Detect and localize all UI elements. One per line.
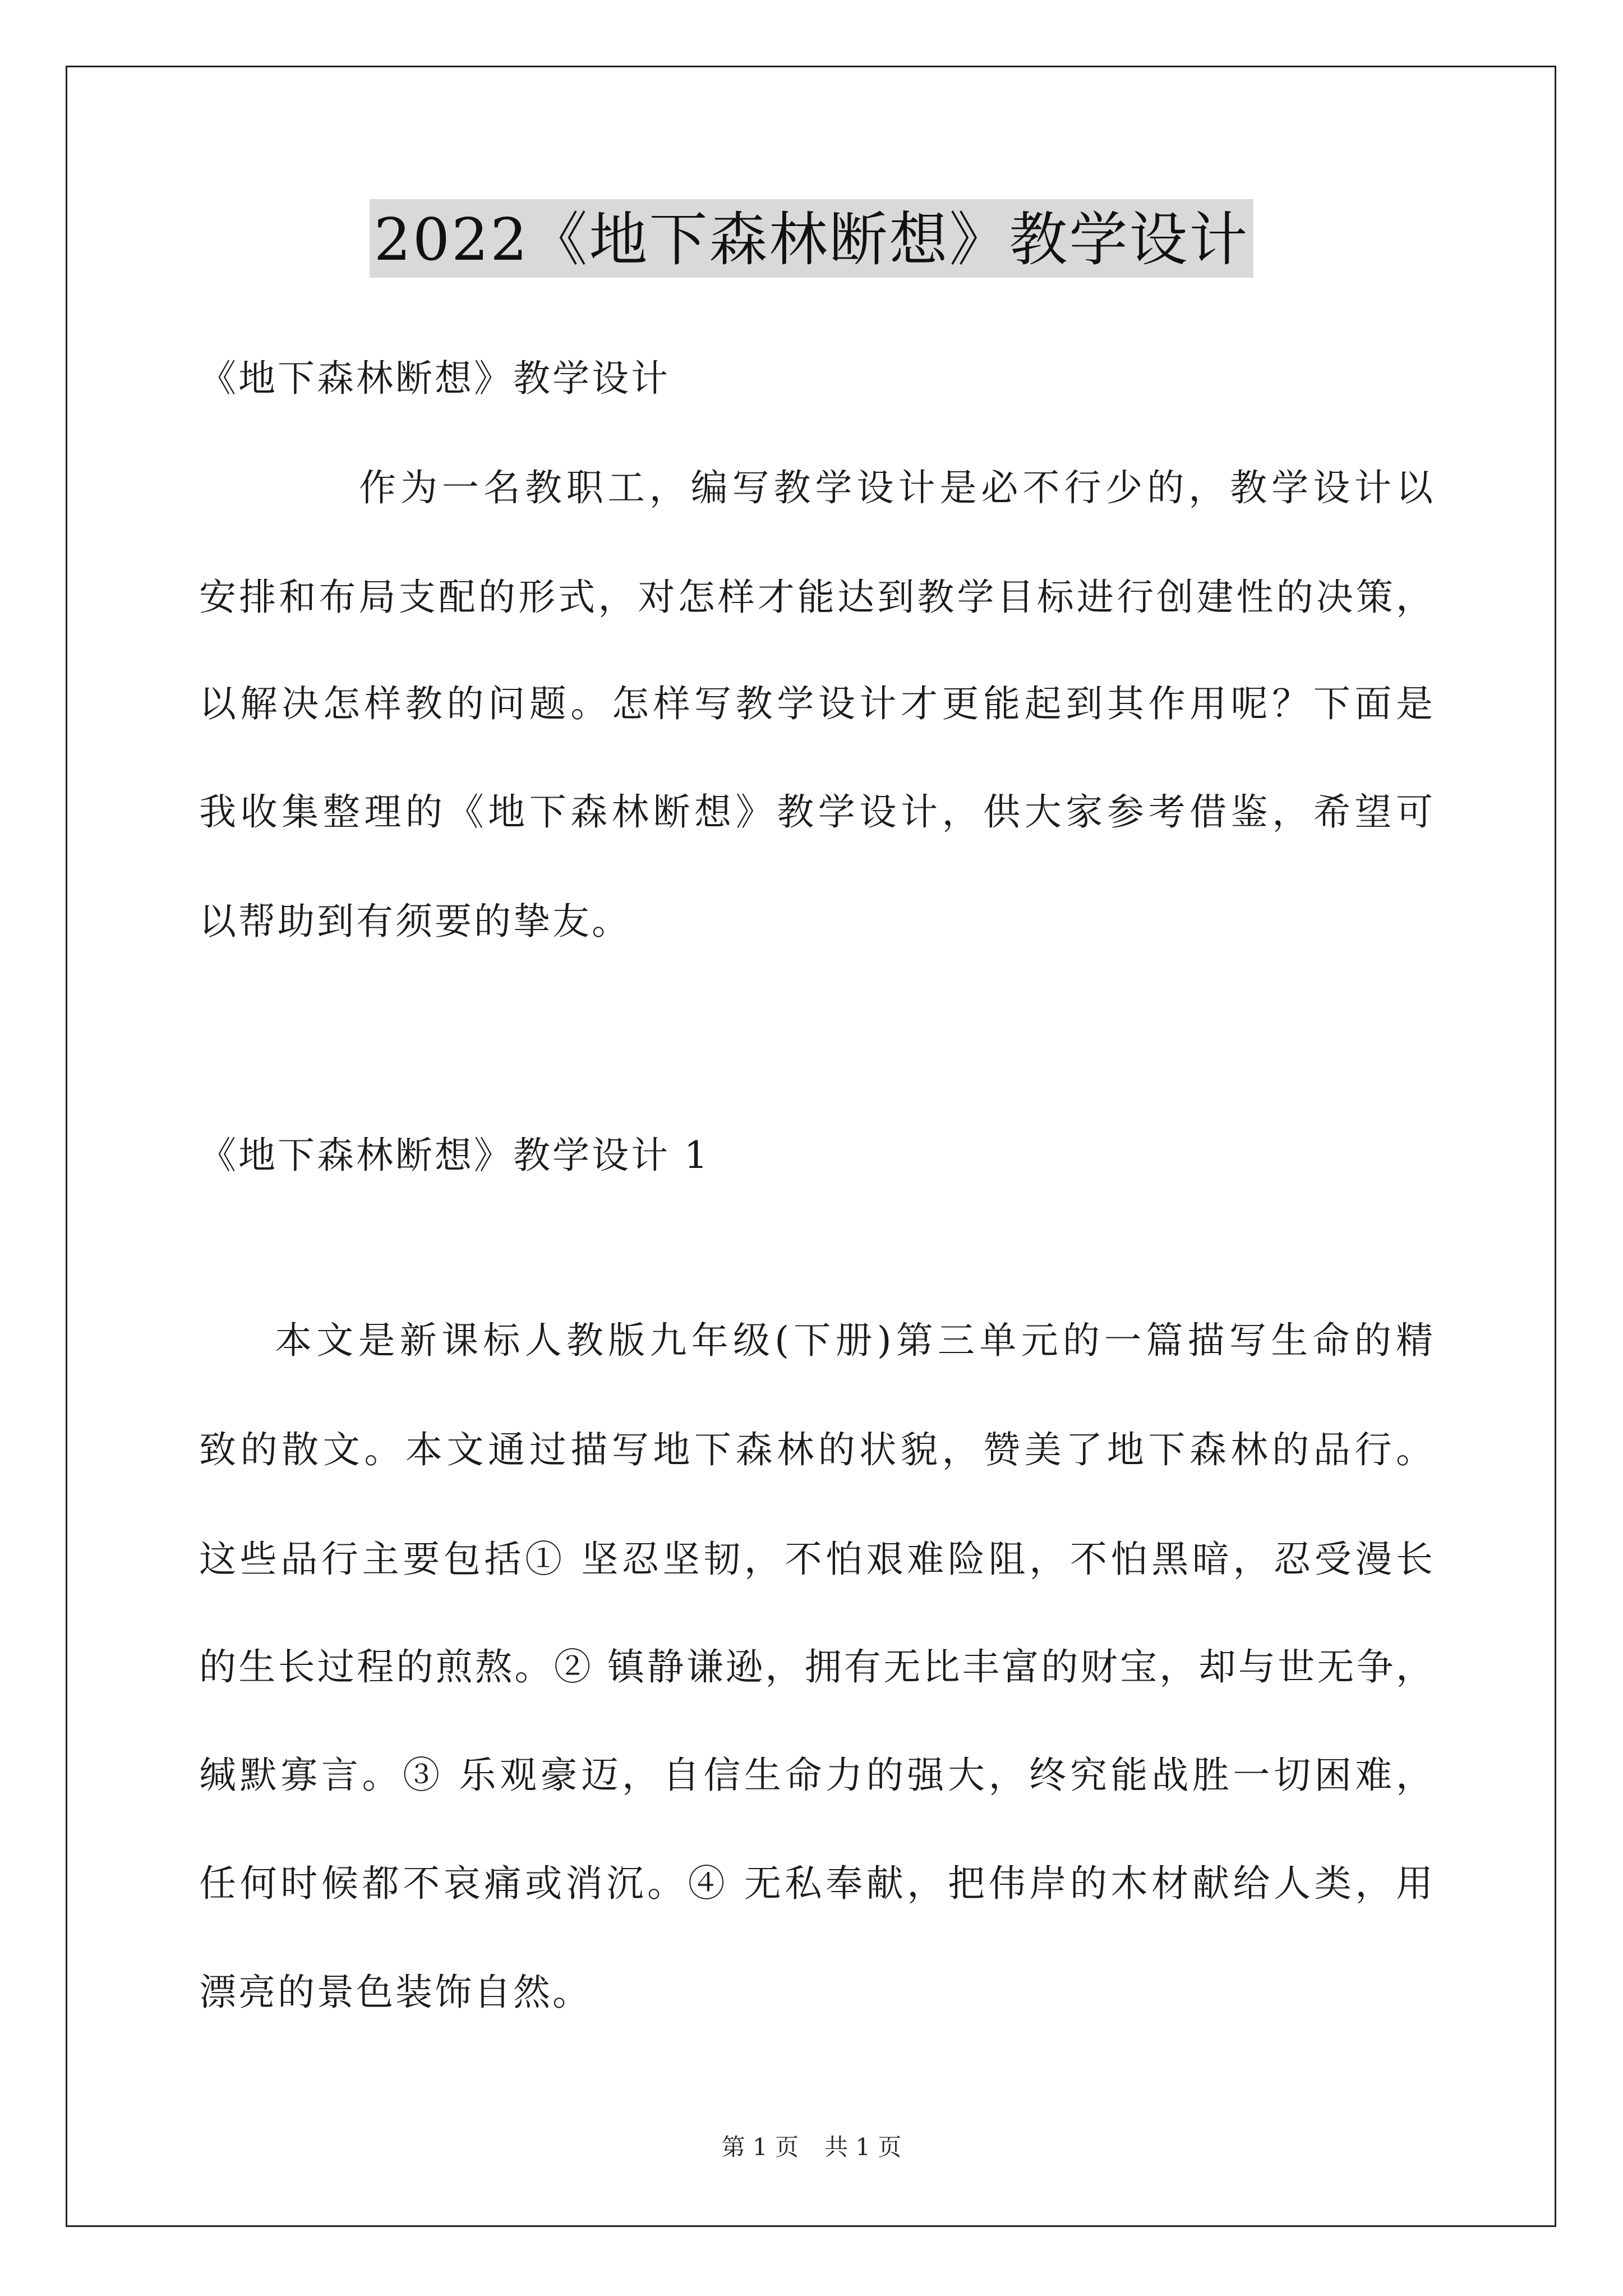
title-container (0, 199, 1623, 278)
page-footer (0, 2132, 1623, 2163)
body-line-3: 这些品行主要包括① 坚忍坚韧，不怕艰难险阻，不怕黑暗，忍受漫长 (199, 1538, 1433, 1581)
intro-line-1: 作为一名教职工，编写教学设计是必不行少的，教学设计以 (359, 466, 1433, 509)
page-total: 共 1 页 (824, 2133, 902, 2161)
body-line-7: 漂亮的景色装饰自然。 (199, 1971, 592, 2014)
body-line-5: 缄默寡言。③ 乐观豪迈，自信生命力的强大，终究能战胜一切困难， (199, 1754, 1433, 1797)
page-number: 第 1 页 (721, 2133, 799, 2161)
intro-line-5: 以帮助到有须要的挚友。 (199, 900, 631, 943)
body-line-6: 任何时候都不哀痛或消沉。④ 无私奉献，把伟岸的木材献给人类，用 (199, 1862, 1433, 1905)
section-heading: 《地下森林断想》教学设计 1 (199, 1134, 710, 1177)
intro-line-2: 安排和布局支配的形式，对怎样才能达到教学目标进行创建性的决策， (199, 576, 1433, 619)
intro-line-4: 我收集整理的《地下森林断想》教学设计，供大家参考借鉴，希望可 (199, 790, 1433, 834)
body-line-1: 本文是新课标人教版九年级(下册)第三单元的一篇描写生命的精 (275, 1319, 1433, 1362)
document-subtitle: 《地下森林断想》教学设计 (199, 357, 670, 400)
body-line-2: 致的散文。本文通过描写地下森林的状貌，赞美了地下森林的品行。 (199, 1428, 1433, 1471)
intro-line-3: 以解决怎样教的问题。怎样写教学设计才更能起到其作用呢？下面是 (199, 682, 1433, 725)
body-line-4: 的生长过程的煎熬。② 镇静谦逊，拥有无比丰富的财宝，却与世无争， (199, 1645, 1433, 1688)
document-title: 2022《地下森林断想》教学设计 (370, 199, 1254, 278)
